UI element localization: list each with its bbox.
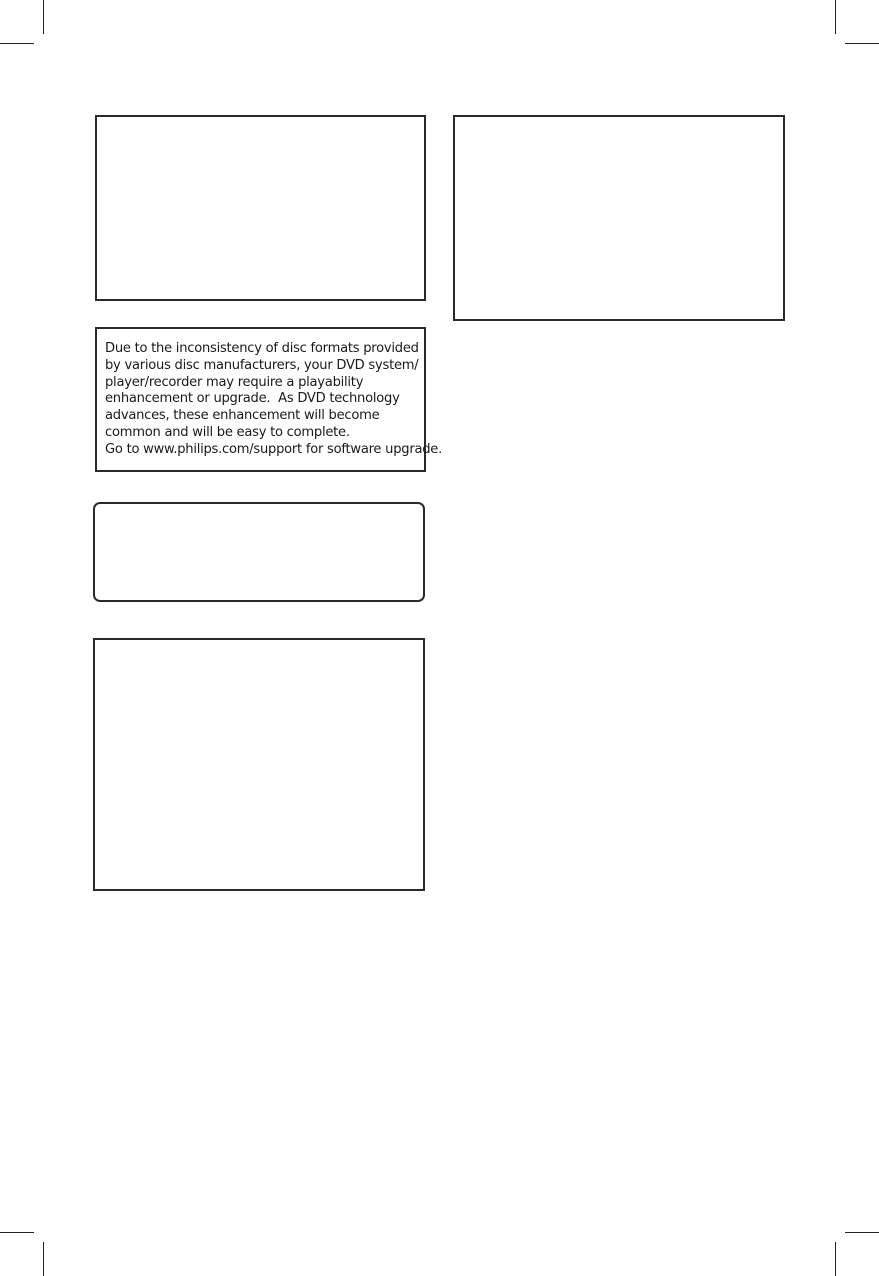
empty-rounded-frame — [93, 502, 425, 602]
empty-frame-top-left — [95, 115, 426, 301]
notice-line: advances, these enhancement will become — [105, 408, 380, 424]
notice-line: by various disc manufacturers, your DVD system/ — [105, 357, 419, 373]
crop-mark-bottom-left-horizontal — [0, 1232, 34, 1233]
crop-mark-top-left-vertical — [43, 0, 44, 34]
empty-frame-bottom-left — [93, 638, 425, 891]
crop-mark-bottom-right-vertical — [835, 1242, 836, 1276]
notice-line: Due to the inconsistency of disc formats provided — [105, 341, 419, 356]
crop-mark-top-right-vertical — [835, 0, 836, 34]
crop-mark-top-left-horizontal — [0, 43, 34, 44]
disc-format-notice-box — [95, 327, 443, 472]
notice-line: enhancement or upgrade. As DVD technology — [105, 391, 400, 407]
empty-frame-top-right — [453, 115, 785, 321]
crop-mark-bottom-left-vertical — [43, 1242, 44, 1276]
notice-line: player/recorder may require a playability — [105, 374, 364, 390]
disc-format-notice-text — [105, 341, 443, 459]
crop-mark-top-right-horizontal — [845, 43, 879, 44]
notice-line: Go to www.philips.com/support for software upgrade. — [105, 441, 443, 457]
notice-line: common and will be easy to complete. — [105, 424, 350, 440]
crop-mark-bottom-right-horizontal — [845, 1232, 879, 1233]
